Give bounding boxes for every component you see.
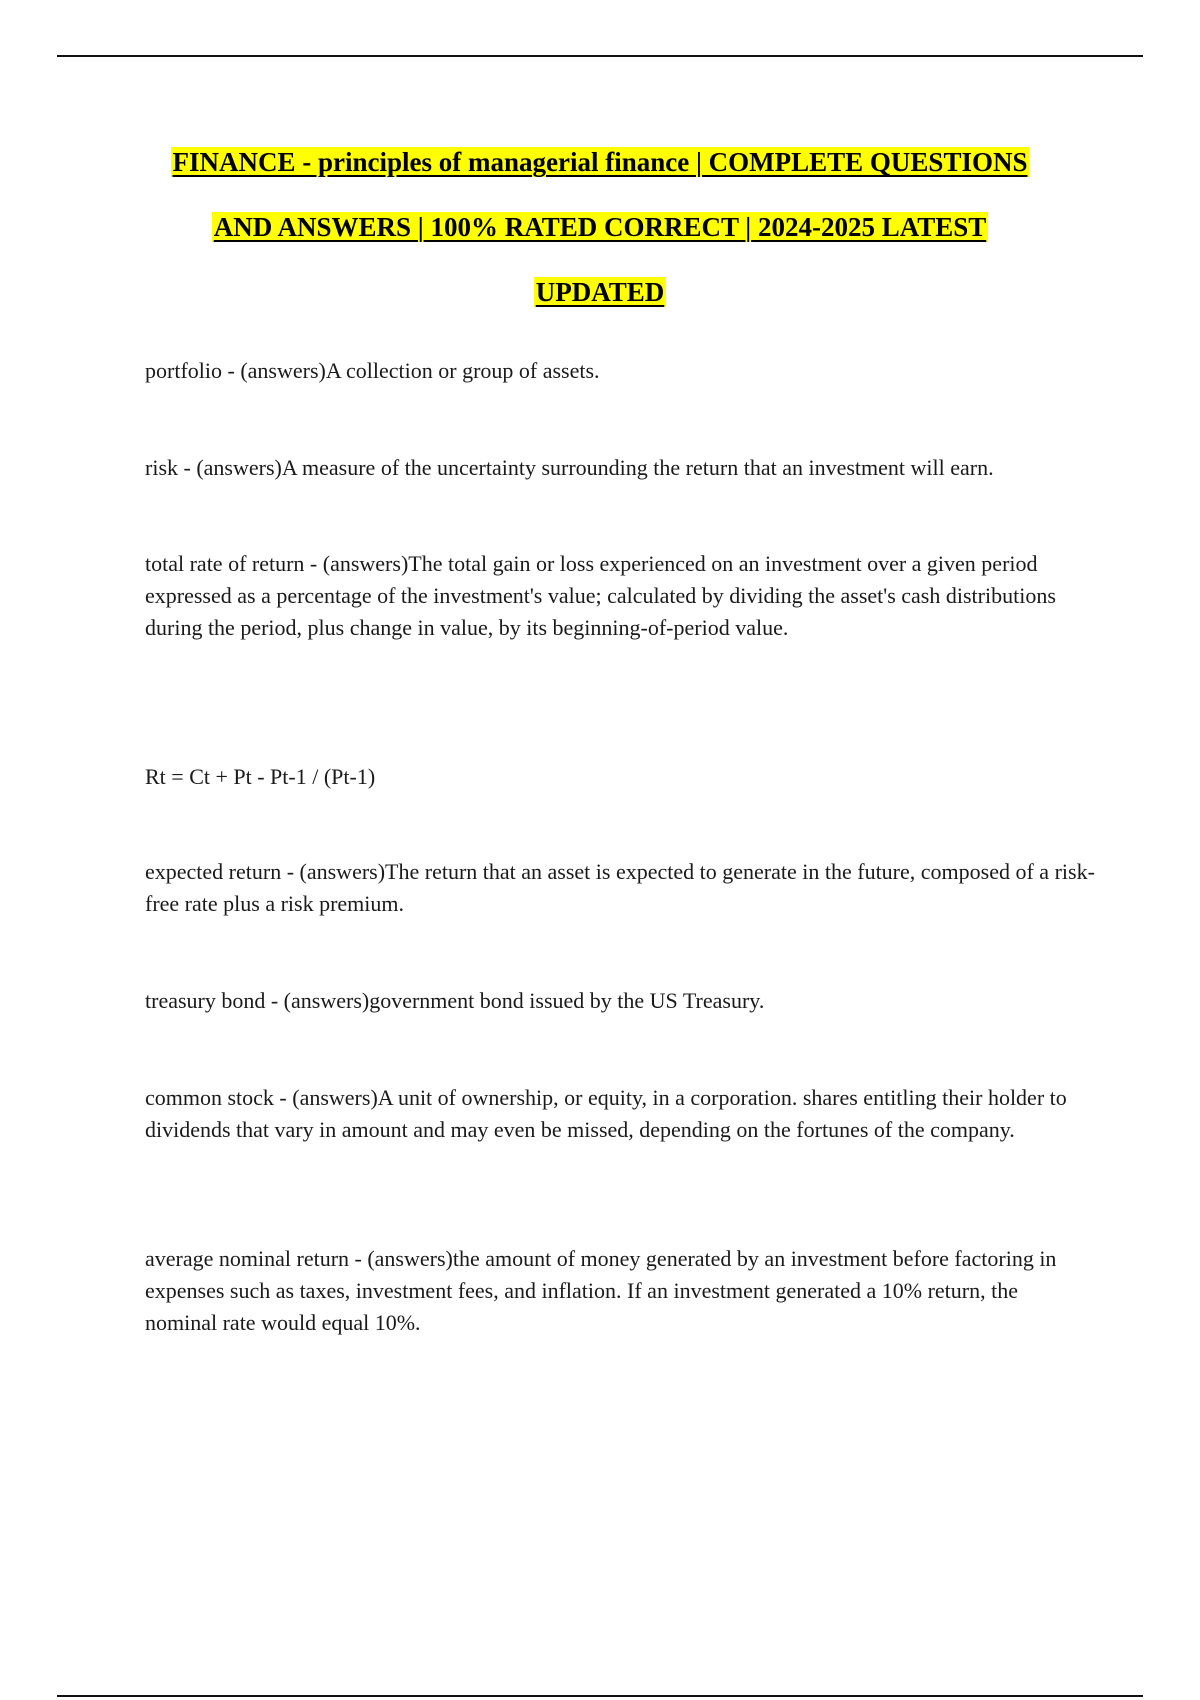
entry-common-stock: common stock - (answers)A unit of ownership, or equity, in a corporation. shares entitling their holder to dividends that vary in amount and may even be missed, depending on the fortunes of the company. — [145, 1085, 1067, 1142]
entry-average-nominal-return: average nominal return - (answers)the amount of money generated by an investment before factoring in expenses such as taxes, investment fees, and inflation. If an investment generated a 10% return, the nominal rate would equal 10%. — [145, 1246, 1057, 1335]
title-line-3: UPDATED — [535, 277, 665, 307]
title-line-1: FINANCE - principles of managerial finance | COMPLETE QUESTIONS — [172, 147, 1028, 177]
entry-total-rate-of-return: total rate of return - (answers)The total gain or loss experienced on an investment over a given period expressed as a percentage of the investment's value; calculated by dividing the asset's cash distributions during the period, plus change in value, by its beginning-of-period value. — [145, 551, 1056, 640]
document-title — [120, 130, 1080, 325]
top-rule — [57, 55, 1143, 57]
entry-expected-return: expected return - (answers)The return that an asset is expected to generate in the future, composed of a risk-free rate plus a risk premium. — [145, 859, 1095, 916]
title-line-2: AND ANSWERS | 100% RATED CORRECT | 2024-2025 LATEST — [213, 212, 987, 242]
entry-portfolio: portfolio - (answers)A collection or group of assets. — [145, 358, 600, 383]
entry-return-formula: Rt = Ct + Pt - Pt-1 / (Pt-1) — [145, 764, 376, 789]
bottom-rule — [57, 1695, 1143, 1697]
entry-risk: risk - (answers)A measure of the uncertainty surrounding the return that an investment will earn. — [145, 455, 994, 480]
entry-treasury-bond: treasury bond - (answers)government bond issued by the US Treasury. — [145, 988, 765, 1013]
